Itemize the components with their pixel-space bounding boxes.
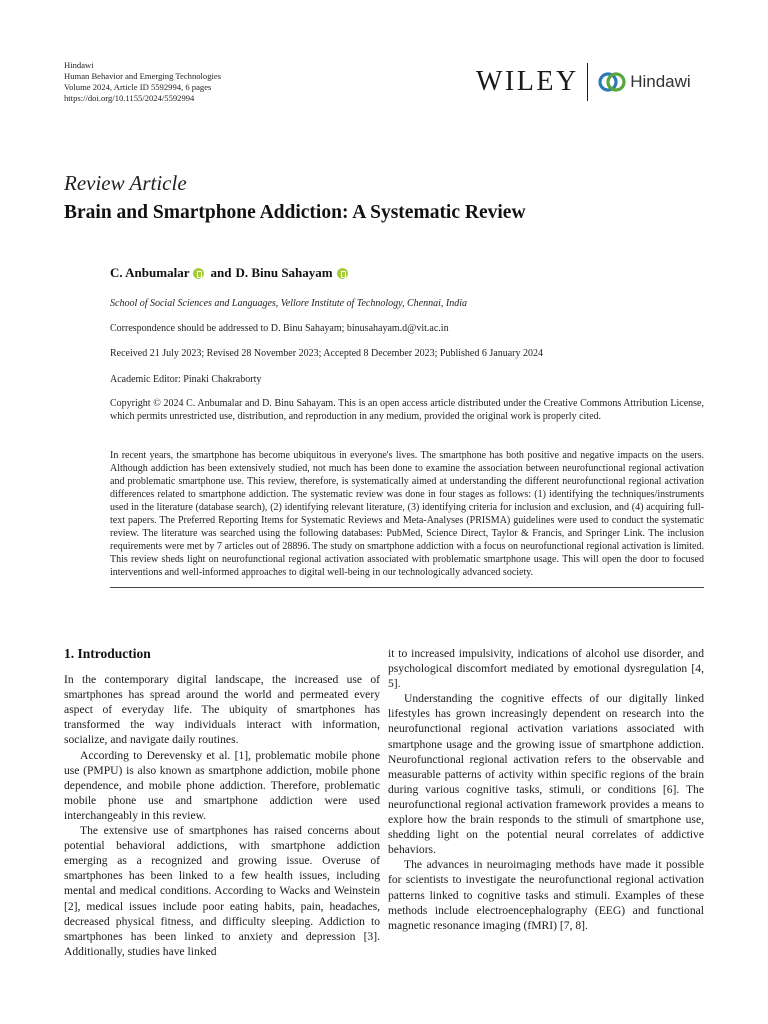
logo-divider — [587, 63, 589, 101]
orcid-icon[interactable] — [193, 268, 204, 279]
abstract — [110, 449, 704, 588]
paragraph: The advances in neuroimaging methods have made it possible for scientists to investigate the neurofunctional regional activation patterns linked to cognitive tasks and stimuli. Examples of these methods include electroencephalography (EEG) and functional magnetic resonance imaging (fMRI) [7, 8]. — [388, 858, 704, 932]
paragraph: it to increased impulsivity, indications of alcohol use disorder, and psychological discomfort mediated by emotional dysregulation [4, 5]. — [388, 647, 704, 691]
paragraph: In the contemporary digital landscape, the increased use of smartphones has spread around the world and permeated every aspect of everyday life. The ubiquity of smartphones has transformed the way individuals interact with information, socialize, and navigate daily routines. — [64, 673, 380, 747]
paragraph: The extensive use of smartphones has raised concerns about potential behavioral addictions, with smartphone addiction emerging as a recognized and growing issue. Overuse of smartphones has been linked to a few health issues, including mental and medical conditions. According to Wacks and Weinstein [2], medical issues include poor eating habits, pain, headaches, decreased physical fitness, and difficulty sleeping. Addiction to smartphones has been linked to anxiety and depression [3]. Additionally, studies have linked — [64, 824, 380, 958]
article-type: Review Article — [64, 171, 187, 195]
paragraph: Understanding the cognitive effects of our digitally linked lifestyles has grown increasingly dependent on research into the neurofunctional regional activation variations associated with smartphone usage and the growing issue of smartphone addiction. Neurofunctional regional activation refers to the observable and measurable patterns of activity within specific regions of the brain during various cognitive tasks, stimuli, or conditions [6]. The neurofunctional regional activation framework provides a means to explore how the brain responds to the stimuli of smartphone use, shedding light on the potential neural correlates of addictive behaviors. — [388, 692, 704, 857]
author-list — [110, 265, 354, 281]
affiliation: School of Social Sciences and Languages, Vellore Institute of Technology, Chennai, India — [110, 298, 467, 309]
article-title: Brain and Smartphone Addiction: A Systematic Review — [64, 202, 526, 223]
section-heading: 1. Introduction — [64, 646, 151, 661]
volume-info: Volume 2024, Article ID 5592994, 6 pages — [64, 82, 212, 92]
hindawi-logo-text: Hindawi — [630, 72, 691, 91]
author-name[interactable]: D. Binu Sahayam — [235, 265, 333, 280]
wiley-logo: WILEY — [476, 66, 579, 97]
publication-dates: Received 21 July 2023; Revised 28 November 2023; Accepted 8 December 2023; Published 6 January 2024 — [110, 348, 543, 359]
publisher-logos — [476, 60, 716, 104]
body-column-left — [64, 646, 380, 959]
doi-link[interactable]: https://doi.org/10.1155/2024/5592994 — [64, 93, 195, 103]
body-column-right — [388, 646, 704, 933]
author-joiner: and — [210, 265, 232, 280]
publisher-name: Hindawi — [64, 60, 94, 70]
abstract-text: In recent years, the smartphone has become ubiquitous in everyone's lives. The smartphone has both positive and negative impacts on the users. Although addiction has been extensively studied, not much has been done to examine the association between neurofunctional regional activation and problematic smartphone use. This review, therefore, is systematically aimed at understanding the different neurofunctional regional activation differences related to smartphone addiction. The systematic review was done in four stages as follows: (1) identifying the techniques/instruments used in the literature (database search), (2) identifying relevant literature, (3) identifying criteria for inclusion and exclusion, and (4) acquiring full-text papers. The Preferred Reporting Items for Systematic Reviews and Meta-Analyses (PRISMA) guidelines were used to conduct the systematic review. The literature was searched using the following databases: PubMed, Science Direct, Taylor & Francis, and Springer Link. The inclusion requirements were met by 7 articles out of 28896. The study on smartphone addiction with a focus on neurofunctional regional activation is limited. This review sheds light on neurofunctional regional activation associated with problematic smartphone usage. This will open the door to focused interventions and well-informed approaches to digital well-being in our technologically advanced society. — [110, 450, 704, 578]
correspondence: Correspondence should be addressed to D. Binu Sahayam; binusahayam.d@vit.ac.in — [110, 323, 449, 334]
orcid-icon[interactable] — [337, 268, 348, 279]
hindawi-logo-icon — [598, 71, 626, 93]
paragraph: According to Derevensky et al. [1], problematic mobile phone use (PMPU) is also known as smartphone addiction, mobile phone dependence, and mobile phone addiction. Therefore, problematic mobile phone use and smartphone addiction were used interchangeably in this review. — [64, 748, 380, 822]
journal-header-meta — [64, 60, 221, 104]
journal-name: Human Behavior and Emerging Technologies — [64, 71, 222, 81]
copyright-notice: Copyright © 2024 C. Anbumalar and D. Binu Sahayam. This is an open access article distributed under the Creative Commons Attribution License, which permits unrestricted use, distribution, and reproduction in any medium, provided the original work is properly cited. — [110, 398, 704, 422]
academic-editor: Academic Editor: Pinaki Chakraborty — [110, 374, 262, 385]
author-name[interactable]: C. Anbumalar — [110, 265, 190, 280]
